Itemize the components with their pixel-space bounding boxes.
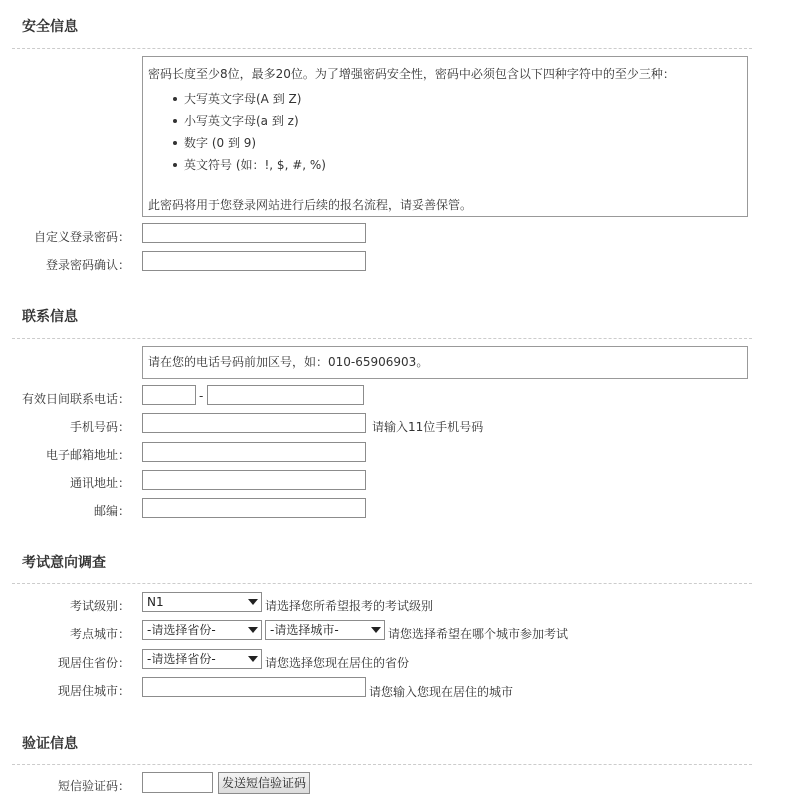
- exam-city-select[interactable]: [265, 620, 385, 640]
- password-rules-list: [148, 88, 747, 176]
- password-usage-note: 此密码将用于您登录网站进行后续的报名流程，请妥善保管。: [148, 198, 473, 212]
- chevron-down-icon: [248, 656, 258, 662]
- password-rule-item: 数字 (0 到 9): [148, 132, 747, 154]
- section-title-security: 安全信息: [22, 19, 78, 35]
- password-confirm-input[interactable]: [142, 251, 366, 271]
- phone-number-input[interactable]: [207, 385, 364, 405]
- residence-province-label: 现居住省份：: [57, 656, 130, 670]
- address-label: 通讯地址：: [69, 476, 130, 490]
- residence-city-hint: 请您输入您现在居住的城市: [369, 685, 514, 699]
- divider: [12, 764, 752, 765]
- divider: [12, 583, 752, 584]
- exam-level-label: 考试级别：: [69, 599, 130, 613]
- section-title-verification: 验证信息: [22, 736, 78, 752]
- exam-province-select[interactable]: [142, 620, 262, 640]
- residence-city-label: 现居住城市：: [57, 684, 130, 698]
- sms-code-input[interactable]: [142, 772, 213, 793]
- exam-city-value: -请选择城市-: [270, 623, 339, 637]
- mobile-input[interactable]: [142, 413, 366, 433]
- password-label: 自定义登录密码：: [33, 230, 130, 244]
- chevron-down-icon: [248, 627, 258, 633]
- zip-input[interactable]: [142, 498, 366, 518]
- password-rule-item: 大写英文字母(A 到 Z): [148, 88, 747, 110]
- password-rule-item: 英文符号 (如：!, $, #, %): [148, 154, 747, 176]
- password-confirm-label: 登录密码确认：: [45, 258, 130, 272]
- exam-city-label: 考点城市：: [69, 627, 130, 641]
- phone-area-code-input[interactable]: [142, 385, 196, 405]
- password-input[interactable]: [142, 223, 366, 243]
- email-label: 电子邮箱地址：: [45, 448, 130, 462]
- mobile-label: 手机号码：: [69, 420, 130, 434]
- password-rule-item: 小写英文字母(a 到 z): [148, 110, 747, 132]
- zip-label: 邮编：: [93, 504, 130, 518]
- exam-level-select[interactable]: [142, 592, 262, 612]
- daytime-phone-label: 有效日间联系电话：: [21, 392, 130, 406]
- residence-city-input[interactable]: [142, 677, 366, 697]
- mobile-hint: 请输入11位手机号码: [372, 420, 484, 434]
- phone-format-notice-text: 请在您的电话号码前加区号，如：010-65906903。: [148, 355, 429, 369]
- phone-format-notice: [142, 346, 748, 379]
- section-title-survey: 考试意向调查: [22, 555, 106, 571]
- email-input[interactable]: [142, 442, 366, 462]
- chevron-down-icon: [371, 627, 381, 633]
- chevron-down-icon: [248, 599, 258, 605]
- divider: [12, 338, 752, 339]
- send-sms-code-button[interactable]: 发送短信验证码: [218, 772, 310, 794]
- address-input[interactable]: [142, 470, 366, 490]
- residence-province-value: -请选择省份-: [147, 652, 216, 666]
- exam-province-value: -请选择省份-: [147, 623, 216, 637]
- residence-province-hint: 请您选择您现在居住的省份: [265, 656, 410, 670]
- divider: [12, 48, 752, 49]
- phone-separator: -: [199, 389, 204, 403]
- section-title-contact: 联系信息: [22, 309, 78, 325]
- exam-level-value: N1: [147, 595, 164, 609]
- password-rules-notice: [142, 56, 748, 217]
- residence-province-select[interactable]: [142, 649, 262, 669]
- exam-level-hint: 请选择您所希望报考的考试级别: [265, 599, 434, 613]
- exam-city-hint: 请您选择希望在哪个城市参加考试: [388, 627, 569, 641]
- sms-code-label: 短信验证码：: [57, 779, 130, 793]
- password-rules-intro: 密码长度至少8位，最多20位。为了增强密码安全性，密码中必须包含以下四种字符中的至少三种：: [148, 67, 675, 81]
